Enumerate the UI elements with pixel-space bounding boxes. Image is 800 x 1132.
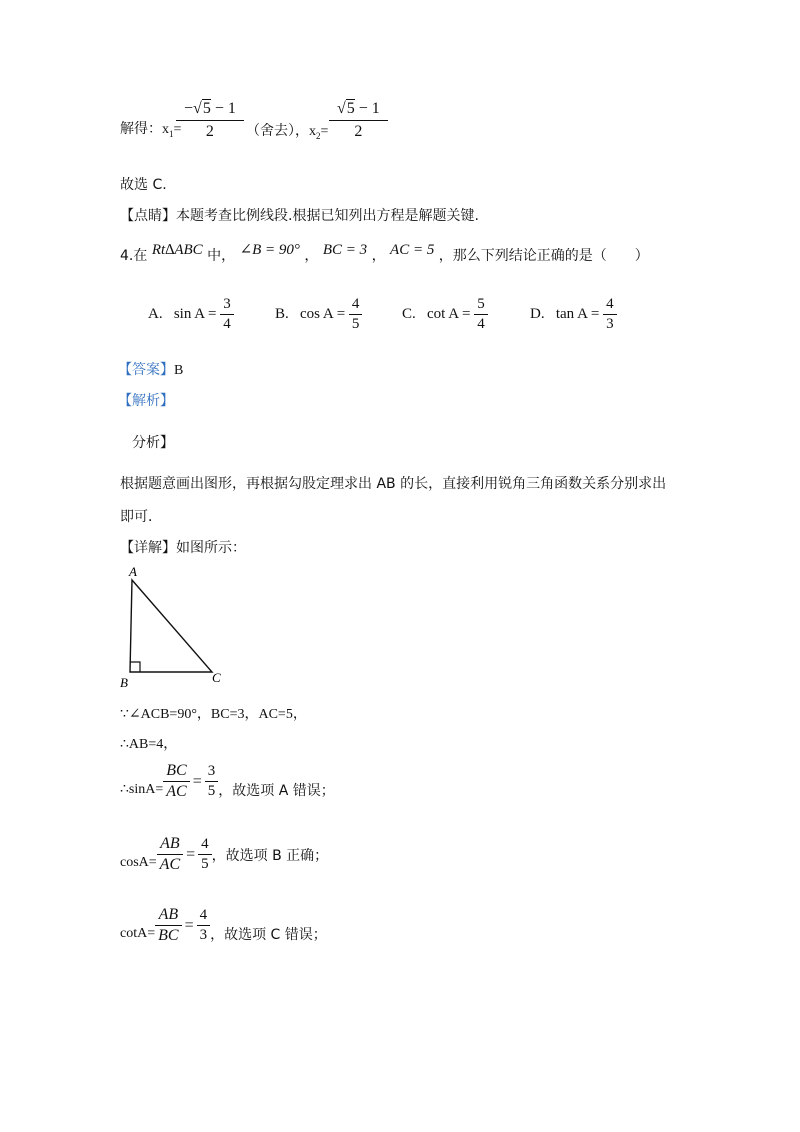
comment-line: 【点睛】本题考查比例线段.根据已知列出方程是解题关键. xyxy=(120,208,479,224)
cot-vnum: 4 xyxy=(199,907,208,923)
x1-sub: 1 xyxy=(169,128,174,139)
option-c-func: cot A = xyxy=(427,306,471,322)
cos-num: AB xyxy=(160,835,180,852)
option-d-letter: D. xyxy=(530,306,545,322)
triangle-shape xyxy=(130,580,212,672)
x1-eq: = xyxy=(173,122,182,137)
analysis-head: 分析】 xyxy=(132,435,174,451)
frac1-tail: − 1 xyxy=(210,100,236,117)
question-sep2: ， xyxy=(371,248,386,264)
x1-var: x xyxy=(162,122,169,137)
option-b-func: cos A = xyxy=(300,306,346,322)
option-a-letter: A. xyxy=(148,306,163,322)
cos-vden: 5 xyxy=(198,854,212,873)
x1-fraction xyxy=(180,100,240,141)
x2-var: x xyxy=(309,124,316,139)
cot-den: BC xyxy=(155,925,181,945)
step-sin xyxy=(120,762,335,801)
cos-vnum: 4 xyxy=(201,836,209,852)
analysis-text-1: 根据题意画出图形，再根据勾股定理求出 AB 的长，直接利用锐角三角函数关系分别求出 xyxy=(120,476,667,492)
question-line xyxy=(120,242,649,265)
option-c-letter: C. xyxy=(402,306,416,322)
question-cond3: AC = 5 xyxy=(390,242,435,258)
choose-line: 故选 C. xyxy=(120,177,167,193)
option-d[interactable] xyxy=(530,296,617,333)
frac2-den: 2 xyxy=(329,120,388,141)
right-angle-marker xyxy=(130,662,140,672)
option-c-num: 5 xyxy=(477,296,485,312)
question-cond1: ∠B = 90° xyxy=(239,242,300,258)
frac1-den: 2 xyxy=(176,120,244,141)
triangle-figure xyxy=(116,562,246,692)
frac1-sign: −√ xyxy=(184,100,202,117)
cot-eq: = xyxy=(184,916,194,934)
option-b-den: 5 xyxy=(349,314,363,333)
discard-note xyxy=(246,120,328,141)
frac2-radicand: 5 xyxy=(346,100,355,117)
option-b[interactable] xyxy=(275,296,362,333)
sin-vnum: 3 xyxy=(207,763,216,779)
vertex-b-label: B xyxy=(120,675,128,690)
option-a-func: sin A = xyxy=(173,306,217,322)
cot-vden: 3 xyxy=(197,925,211,944)
question-sep1: ， xyxy=(304,248,319,264)
discard-text: （舍去）， xyxy=(246,123,309,139)
frac1-radicand: 5 xyxy=(202,100,211,117)
option-c[interactable] xyxy=(402,296,488,333)
x2-fraction xyxy=(333,100,384,141)
question-triangle: Rt∆ABC xyxy=(151,242,203,258)
solve-label: 解得： xyxy=(120,121,162,137)
step-because: ∵∠ACB=90°，BC=3，AC=5， xyxy=(120,707,307,722)
x2-eq: = xyxy=(320,124,329,139)
answer-line xyxy=(118,359,183,379)
cos-post: ，故选项 B 正确； xyxy=(211,847,329,864)
analysis-tag: 【解析】 xyxy=(118,393,174,409)
option-d-den: 3 xyxy=(603,314,617,333)
question-number: 4.在 xyxy=(120,248,148,264)
question-cond2: BC = 3 xyxy=(322,242,368,258)
frac2-tail: − 1 xyxy=(354,100,380,117)
frac2-sign: √ xyxy=(337,100,346,117)
detail-line: 【详解】如图所示： xyxy=(120,540,246,556)
step-therefore: ∴AB=4， xyxy=(120,737,178,752)
sin-post: ，故选项 A 错误； xyxy=(218,782,335,799)
cos-pre: cosA= xyxy=(120,854,157,870)
answer-tag: 【答案】 xyxy=(118,362,174,378)
cot-num: AB xyxy=(158,906,179,923)
solve-line xyxy=(120,118,181,139)
sin-eq: = xyxy=(192,772,202,790)
option-b-letter: B. xyxy=(275,306,289,322)
x2-sub: 2 xyxy=(316,130,321,141)
option-a[interactable] xyxy=(148,296,234,333)
cot-post: ，故选项 C 错误； xyxy=(210,926,327,943)
option-b-num: 4 xyxy=(351,296,360,312)
sin-num: BC xyxy=(166,762,187,779)
sin-pre: ∴sinA= xyxy=(120,782,164,797)
cot-pre: cotA= xyxy=(120,925,156,941)
cos-eq: = xyxy=(186,845,196,863)
analysis-text-2: 即可． xyxy=(120,509,162,525)
vertex-c-label: C xyxy=(212,670,221,685)
step-cos xyxy=(120,835,328,874)
vertex-a-label: A xyxy=(129,564,137,579)
sin-den: AC xyxy=(163,781,189,801)
question-tail: ，那么下列结论正确的是（ ） xyxy=(438,248,649,264)
option-a-num: 3 xyxy=(223,296,231,312)
option-d-num: 4 xyxy=(606,296,614,312)
option-d-func: tan A = xyxy=(555,306,600,322)
option-a-den: 4 xyxy=(220,314,234,333)
step-cot xyxy=(120,906,327,945)
sin-vden: 5 xyxy=(205,781,219,800)
cos-den: AC xyxy=(157,854,183,874)
answer-value: B xyxy=(174,363,184,378)
option-c-den: 4 xyxy=(474,314,488,333)
question-mid: 中， xyxy=(207,248,236,264)
